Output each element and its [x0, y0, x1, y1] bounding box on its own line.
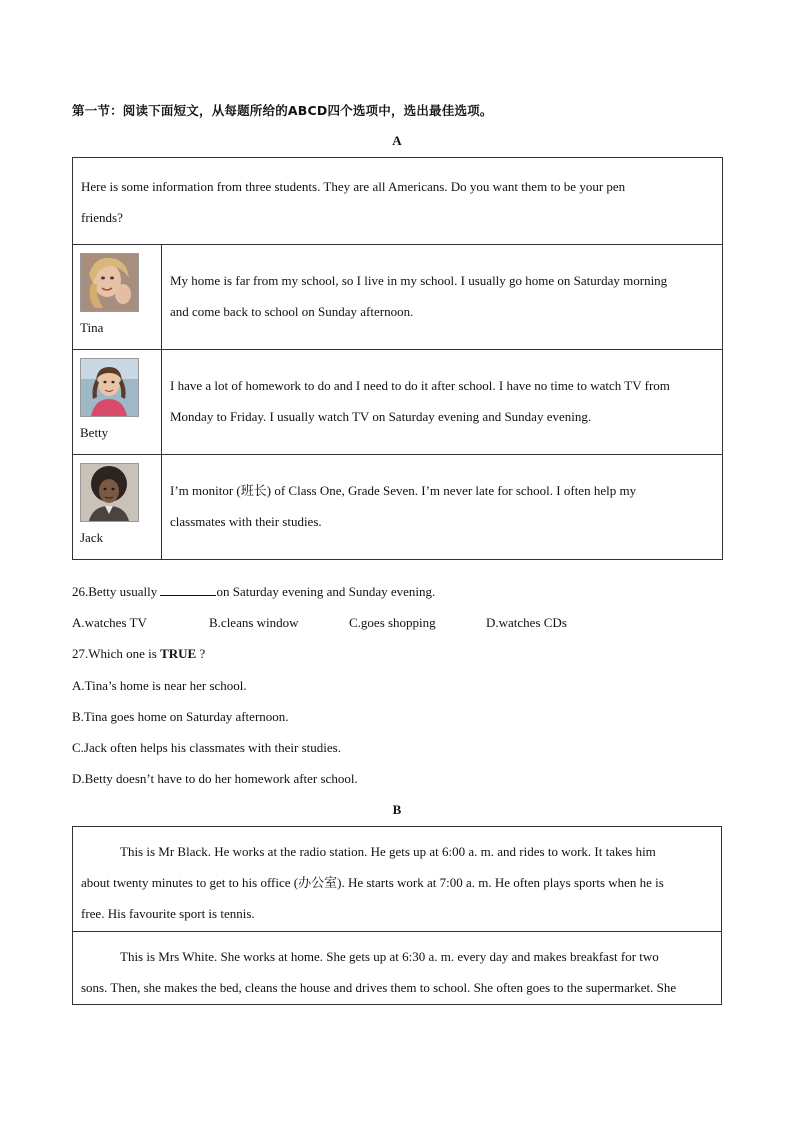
emphasis-text: TRUE [160, 646, 197, 661]
student-text-line: My home is far from my school, so I live in my school. I usually go home on Saturday morning [170, 273, 668, 288]
passage-line: sons. Then, she makes the bed, cleans the house and drives them to school. She often goes to the supermarket. She [81, 980, 677, 995]
option-a[interactable]: A.Tina’s home is near her school. [72, 678, 247, 693]
intro-line-2: friends? [81, 210, 123, 225]
student-text-line: Monday to Friday. I usually watch TV on Saturday evening and Sunday evening. [170, 409, 592, 424]
intro-line-1: Here is some information from three students. They are all Americans. Do you want them to be your pen [81, 179, 626, 194]
passage-table [72, 826, 722, 1005]
option-d[interactable]: D.watches CDs [486, 615, 567, 630]
student-info-table [72, 157, 723, 560]
section-b-label: B [392, 802, 402, 817]
student-name: Betty [80, 425, 109, 440]
student-text-line: I have a lot of homework to do and I need to do it after school. I have no time to watch TV from [170, 378, 670, 393]
student-text-line: and come back to school on Sunday afternoon. [170, 304, 414, 319]
option-a[interactable]: A.watches TV [72, 615, 147, 630]
answer-blank[interactable] [160, 585, 216, 596]
student-name: Jack [80, 530, 104, 545]
jack-photo [80, 463, 139, 522]
option-b[interactable]: B.Tina goes home on Saturday afternoon. [72, 709, 289, 724]
passage-line: This is Mrs White. She works at home. She gets up at 6:30 a. m. every day and makes breakfast for two [120, 949, 659, 964]
photo-cell [73, 455, 162, 560]
tina-photo [80, 253, 139, 312]
student-row-tina [73, 245, 723, 350]
option-c[interactable]: C.Jack often helps his classmates with their studies. [72, 740, 341, 755]
option-b[interactable]: B.cleans window [209, 615, 299, 630]
student-text [162, 245, 723, 350]
passage-mr-black [73, 827, 722, 932]
section-a-label: A [392, 133, 402, 148]
question-text: 26.Betty usually [72, 584, 161, 599]
table-intro [73, 158, 723, 245]
student-text-line: I’m monitor (班长) of Class One, Grade Seven. I’m never late for school. I often help my [170, 483, 637, 498]
question-26-options [0, 615, 794, 633]
passage-line: free. His favourite sport is tennis. [81, 906, 255, 921]
student-row-jack [73, 455, 723, 560]
student-text [162, 350, 723, 455]
betty-photo [80, 358, 139, 417]
passage-line: This is Mr Black. He works at the radio station. He gets up at 6:00 a. m. and rides to work. It takes him [120, 844, 656, 859]
passage-line: about twenty minutes to get to his office (办公室). He starts work at 7:00 a. m. He often plays sports when he is [81, 875, 664, 890]
question-26 [72, 584, 435, 600]
question-text: on Saturday evening and Sunday evening. [216, 584, 436, 599]
photo-cell [73, 245, 162, 350]
student-text-line: classmates with their studies. [170, 514, 322, 529]
student-row-betty [73, 350, 723, 455]
student-text [162, 455, 723, 560]
option-d[interactable]: D.Betty doesn’t have to do her homework after school. [72, 771, 358, 786]
question-text: ? [196, 646, 206, 661]
question-text: 27.Which one is [72, 646, 161, 661]
option-c[interactable]: C.goes shopping [349, 615, 436, 630]
section-heading: 第一节：阅读下面短文，从每题所给的ABCD四个选项中，选出最佳选项。 [72, 103, 493, 118]
passage-mrs-white [73, 932, 722, 1005]
question-27 [72, 646, 205, 662]
student-name: Tina [80, 320, 104, 335]
photo-cell [73, 350, 162, 455]
